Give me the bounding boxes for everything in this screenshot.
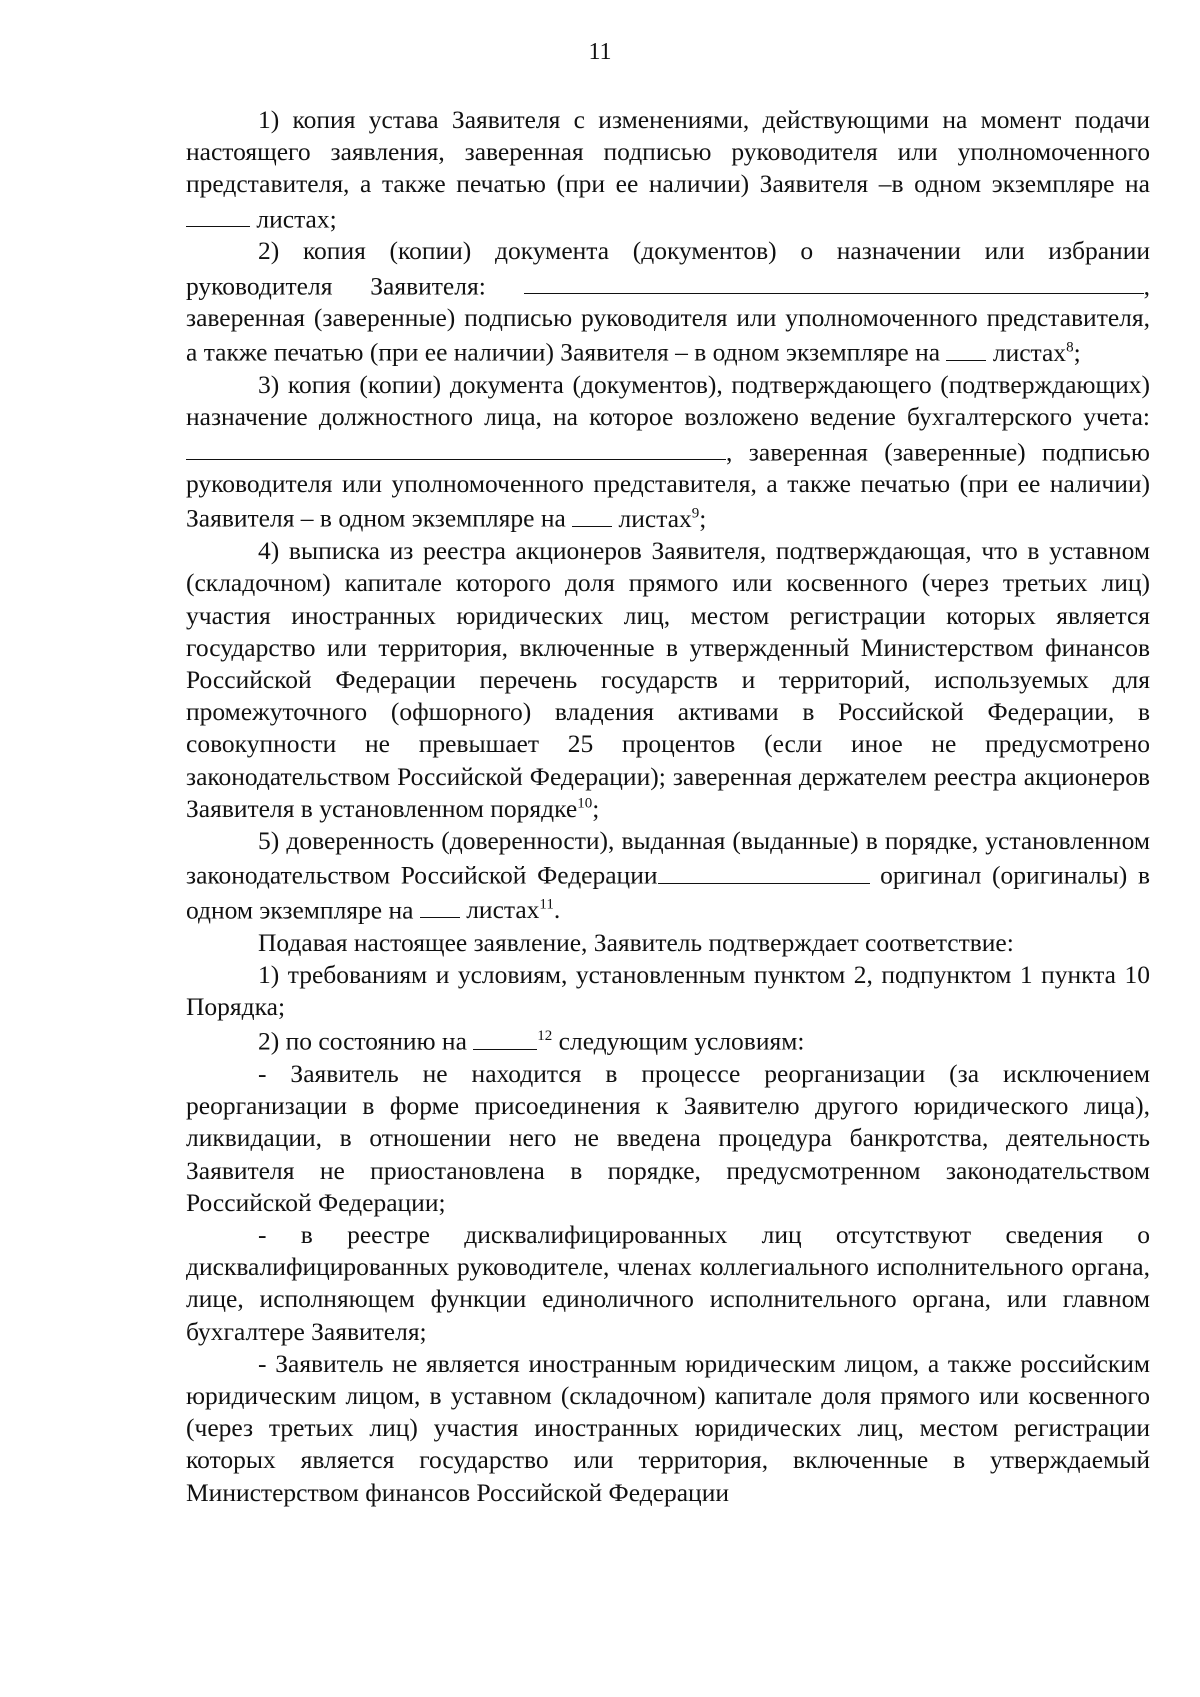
item-1-charter-copy <box>186 104 1150 235</box>
compliance-item-1: 1) требованиям и условиям, установленным пунктом 2, подпунктом 1 пункта 10 Порядка; <box>186 959 1150 1021</box>
item-5-text-cont: оригинал (оригиналы) в одном экземпляре на <box>186 860 1150 925</box>
compliance-item-2 <box>186 1023 1150 1058</box>
blank-field <box>420 892 460 919</box>
condition-foreign-entity: - Заявитель не является иностранным юридическим лицом, а также российским юридическим лицом, в уставном (складочном) капитале доля прямого или косвенного (через третьих лиц) участия иностранных юридических лиц, местом регистрации которых является государство или территория, включенные в утверждаемый Министерством финансов Российской Федерации <box>186 1348 1150 1507</box>
blank-field <box>186 201 250 228</box>
item-2-text-cont: , заверенная (заверенные) подписью руководителя или уполномоченного представителя, а также печатью (при ее наличии) Заявителя – в одном экземпляре на <box>186 271 1150 367</box>
compliance-item-2-end: следующим условиям: <box>558 1026 805 1056</box>
item-2-sheets: листах <box>992 337 1067 367</box>
blank-field <box>572 500 612 527</box>
item-1-text: 1) копия устава Заявителя с изменениями, действующими на момент подачи настоящего заявления, заверенная подписью руководителя или уполномоченного представителя, а также печатью (при ее наличии) Заявителя –в одном экземпляре на <box>186 105 1150 199</box>
condition-disqualified-persons: - в реестре дисквалифицированных лиц отсутствуют сведения о дисквалифицированных руководителе, членах коллегиального исполнительного органа, лице, исполняющем функции единоличного исполнительного органа, или главном бухгалтере Заявителя; <box>186 1219 1150 1346</box>
item-4-text: 4) выписка из реестра акционеров Заявителя, подтверждающая, что в уставном (складочном) капитале которого доля прямого или косвенного (через третьих лиц) участия иностранных юридических лиц, местом регистрации которых является государство или территория, включенные в утвержденный Министерством финансов Российской Федерации перечень государств и территорий, используемых для промежуточного (офшорного) владения активами в Российской Федерации, в совокупности не превышает 25 процентов (если иное не предусмотрено законодательством Российской Федерации); заверенная держателем реестра акционеров Заявителя в установленном порядке <box>186 536 1150 823</box>
footnote-ref: 11 <box>539 896 554 913</box>
item-4-shareholder-extract: 4) выписка из реестра акционеров Заявителя, подтверждающая, что в уставном (складочном) капитале которого доля прямого или косвенного (через третьих лиц) участия иностранных юридических лиц, местом регистрации которых является государство или территория, включенные в утвержденный Министерством финансов Российской Федерации перечень государств и территорий, используемых для промежуточного (офшорного) владения активами в Российской Федерации, в совокупности не превышает 25 процентов (если иное не предусмотрено законодательством Российской Федерации); заверенная держателем реестра акционеров Заявителя в установленном порядке$^{10}$; <box>186 536 1150 823</box>
item-5-power-of-attorney: 5) доверенность (доверенности), выданная (выданные) в порядке, установленном законодательством Российской Федерации оригинал (оригиналы) в одном экземпляре на листах$^{11}$. <box>186 825 1150 925</box>
condition-reorganization: - Заявитель не находится в процессе реорганизации (за исключением реорганизации в форме присоединения к Заявителю другого юридического лица), ликвидации, в отношении него не введена процедура банкротства, деятельность Заявителя не приостановлена в порядке, предусмотренном законодательством Российской Федерации; <box>186 1058 1150 1217</box>
item-2-text: 2) копия (копии) документа (документов) о назначении или избрании руководителя Заявителя: <box>186 236 1150 301</box>
page-number: 11 <box>588 39 612 65</box>
item-3-text: 3) копия (копии) документа (документов), подтверждающего (подтверждающих) назначение должностного лица, на которое возложено ведение бухгалтерского учета: <box>186 370 1150 432</box>
item-3-accountant-copy: 3) копия (копии) документа (документов), подтверждающего (подтверждающих) назначение должностного лица, на которое возложено ведение бухгалтерского учета: , заверенная (заверенные) подписью руководителя или уполномоченного представителя, а также печатью (при ее наличии) Заявителя – в одном экземпляре на листах$^9$; <box>186 370 1150 533</box>
item-2-appointment-copy: 2) копия (копии) документа (документов) о назначении или избрании руководителя Заявителя: , заверенная (заверенные) подписью руководителя или уполномоченного представителя, а также печатью (при ее наличии) Заявителя – в одном экземпляре на листах$^8$; <box>186 236 1150 367</box>
footnote-ref: 12 <box>537 1028 553 1045</box>
blank-field <box>473 1023 537 1050</box>
item-3-text-cont: , заверенная (заверенные) подписью руководителя или уполномоченного представителя, а также печатью (при ее наличии) Заявителя – в одном экземпляре на <box>186 437 1150 533</box>
item-5-sheets: листах <box>466 895 540 925</box>
blank-field <box>186 434 726 461</box>
item-3-sheets: листах <box>618 503 692 533</box>
blank-field <box>524 268 1144 295</box>
document-body <box>186 104 1150 1509</box>
item-5-text: 5) доверенность (доверенности), выданная (выданные) в порядке, установленном законодательством Российской Федерации <box>186 825 1150 890</box>
compliance-item-2-text: 2) по состоянию на <box>258 1026 467 1056</box>
blank-field <box>658 857 870 884</box>
blank-field <box>946 334 986 361</box>
item-1-end: листах; <box>256 204 337 234</box>
footnote-ref: 8 <box>1066 339 1074 356</box>
compliance-intro: Подавая настоящее заявление, Заявитель подтверждает соответствие: <box>258 927 1014 957</box>
footnote-ref: 10 <box>577 795 593 812</box>
footnote-ref: 9 <box>691 505 700 522</box>
